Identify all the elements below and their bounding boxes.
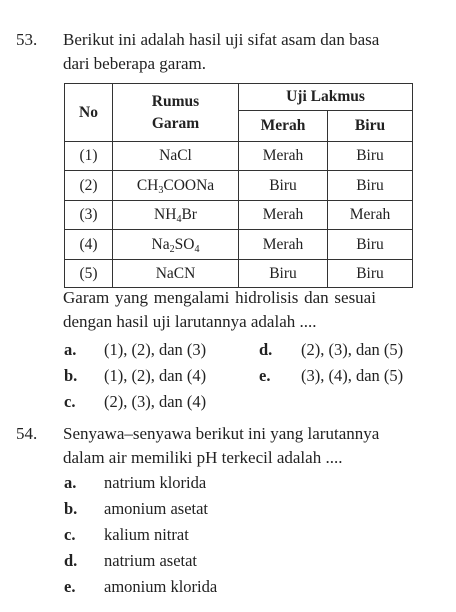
q53-stem-line-2: dari beberapa garam. [63,54,206,73]
row-no: (2) [65,171,113,201]
row-merah: Merah [239,230,328,260]
row-biru: Biru [328,230,413,260]
row-merah: Merah [239,201,328,230]
row-no: (5) [65,260,113,288]
table-row [65,230,413,260]
option-key: b. [64,499,78,518]
q54-stem-line-2: dalam air memiliki pH terkecil adalah .... [63,448,343,467]
header-biru: Biru [328,111,413,142]
option-key: d. [259,340,273,359]
table-row [65,142,413,171]
q53-stem-line-1: Berikut ini adalah hasil uji sifat asam dan basa [63,30,380,49]
row-no: (3) [65,201,113,230]
q54-stem-line-1: Senyawa–senyawa berikut ini yang larutannya [63,424,380,443]
option-key: c. [64,525,76,544]
litmus-test-table [64,83,413,288]
row-biru: Biru [328,142,413,171]
row-formula: NaCN [113,260,239,288]
option-text: amonium klorida [104,577,218,596]
table-row [65,260,413,288]
option-text: (2), (3), dan (5) [301,340,404,359]
header-uji-lakmus: Uji Lakmus [239,84,413,111]
header-rumus-line-2: Garam [151,114,200,132]
row-formula: $Na_2SO_4$ [113,230,239,260]
row-no: (4) [65,230,113,260]
option-text: natrium klorida [104,473,207,492]
option-key: d. [64,551,78,570]
option-key: a. [64,473,77,492]
header-rumus-line-1: Rumus [151,92,200,110]
option-text: amonium asetat [104,499,209,518]
option-text: kalium nitrat [104,525,189,544]
q54-number: 54. [16,424,38,443]
q53-number: 53. [16,30,38,49]
option-key: c. [64,392,76,411]
row-biru: Biru [328,171,413,201]
option-text: natrium asetat [104,551,198,570]
option-key: b. [64,366,78,385]
option-text: (1), (2), dan (3) [104,340,207,359]
row-formula: NaCl [113,142,239,171]
row-biru: Biru [328,260,413,288]
header-no: No [65,84,113,142]
row-merah: Merah [239,142,328,171]
table-row [65,201,413,230]
row-no: (1) [65,142,113,171]
header-rumus-garam [113,84,239,142]
option-text: (1), (2), dan (4) [104,366,207,385]
option-key: e. [259,366,271,385]
table-row [65,171,413,201]
row-biru: Merah [328,201,413,230]
row-formula: $NH_4Br$ [113,201,239,230]
row-merah: Biru [239,260,328,288]
option-text: (3), (4), dan (5) [301,366,404,385]
q53-after-line-1: Garam yang mengalami hidrolisis dan sesuai [63,288,376,307]
option-text: (2), (3), dan (4) [104,392,207,411]
option-key: a. [64,340,77,359]
option-key: e. [64,577,76,596]
row-formula: $CH_3COONa$ [113,171,239,201]
q53-after-line-2: dengan hasil uji larutannya adalah .... [63,312,317,331]
row-merah: Biru [239,171,328,201]
header-merah: Merah [239,111,328,142]
